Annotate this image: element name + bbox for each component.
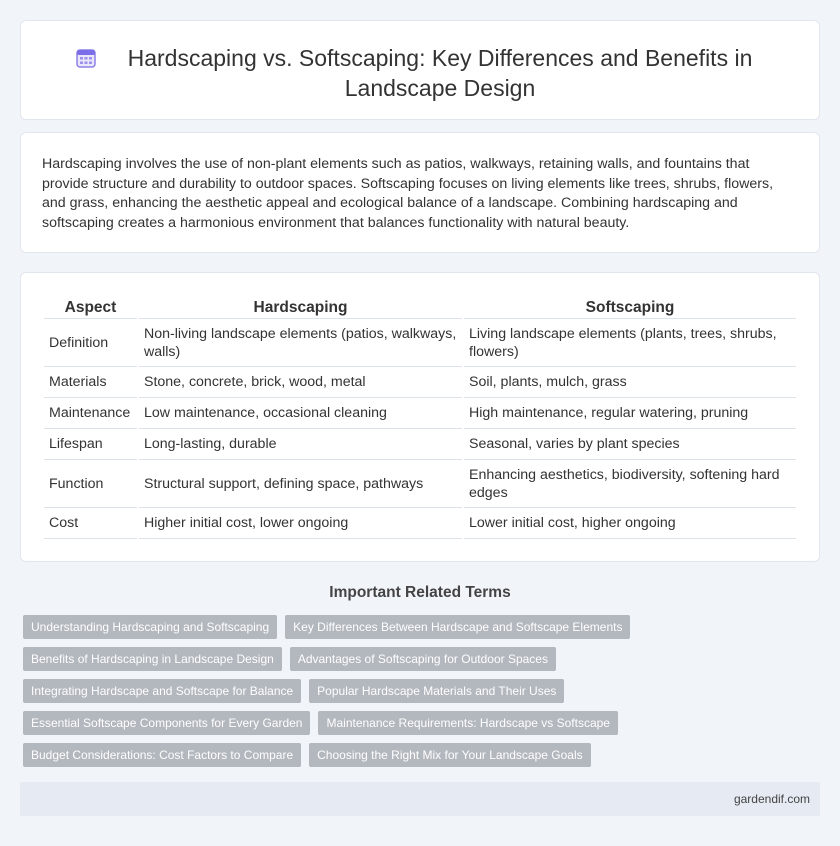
related-term-link[interactable]: Integrating Hardscape and Softscape for Balance [23,679,301,703]
comparison-table [42,297,798,539]
related-term-link[interactable]: Essential Softscape Components for Every Garden [23,711,310,735]
related-term-link[interactable]: Popular Hardscape Materials and Their Uses [309,679,564,703]
row-softscaping: Lower initial cost, higher ongoing [464,508,796,539]
tag-row [23,615,813,639]
title-card [20,20,820,120]
row-hardscaping: Non-living landscape elements (patios, walkways, walls) [139,319,462,367]
related-term-link[interactable]: Budget Considerations: Cost Factors to Compare [23,743,301,767]
table-row [44,319,796,367]
row-hardscaping: Stone, concrete, brick, wood, metal [139,367,462,398]
row-hardscaping: Long-lasting, durable [139,429,462,460]
table-row [44,367,796,398]
comparison-card [20,272,820,562]
intro-paragraph: Hardscaping involves the use of non-plant elements such as patios, walkways, retaining walls, and fountains that provide structure and durability to outdoor spaces. Softscaping focuses on living elements like trees, shrubs, flowers, and grass, enhancing the aesthetic appeal and ecological balance of a landscape. Combining hardscaping and softscaping creates a harmonious environment that balances functionality with natural beauty. [42,156,774,231]
table-row [44,460,796,508]
row-softscaping: Living landscape elements (plants, trees, shrubs, flowers) [464,319,796,367]
table-row [44,508,796,539]
tag-row [23,743,813,767]
row-softscaping: Seasonal, varies by plant species [464,429,796,460]
related-term-link[interactable]: Maintenance Requirements: Hardscape vs Softscape [318,711,617,735]
footer [20,782,820,816]
tag-row [23,711,813,735]
related-term-link[interactable]: Key Differences Between Hardscape and Softscape Elements [285,615,630,639]
row-hardscaping: Low maintenance, occasional cleaning [139,398,462,429]
tag-row [23,679,813,703]
row-softscaping: High maintenance, regular watering, pruning [464,398,796,429]
site-credit[interactable]: gardendif.com [733,792,810,806]
table-row [44,398,796,429]
row-aspect: Maintenance [44,398,137,429]
related-term-link[interactable]: Choosing the Right Mix for Your Landscape Goals [309,743,591,767]
tag-row [23,647,813,671]
header-hardscaping: Hardscaping [139,297,462,319]
related-term-link[interactable]: Benefits of Hardscaping in Landscape Design [23,647,282,671]
intro-card [20,132,820,253]
table-row [44,429,796,460]
table-header-row [44,297,796,319]
page-title: Hardscaping vs. Softscaping: Key Differences and Benefits in Landscape Design [127,45,753,101]
row-aspect: Lifespan [44,429,137,460]
row-aspect: Function [44,460,137,508]
row-aspect: Definition [44,319,137,367]
row-softscaping: Soil, plants, mulch, grass [464,367,796,398]
row-aspect: Cost [44,508,137,539]
row-hardscaping: Higher initial cost, lower ongoing [139,508,462,539]
related-terms-heading: Important Related Terms [329,584,511,601]
row-aspect: Materials [44,367,137,398]
header-aspect: Aspect [44,297,137,319]
row-hardscaping: Structural support, defining space, pathways [139,460,462,508]
related-term-link[interactable]: Understanding Hardscaping and Softscaping [23,615,277,639]
related-term-link[interactable]: Advantages of Softscaping for Outdoor Spaces [290,647,556,671]
row-softscaping: Enhancing aesthetics, biodiversity, softening hard edges [464,460,796,508]
header-softscaping: Softscaping [464,297,796,319]
related-terms-list [23,615,813,775]
